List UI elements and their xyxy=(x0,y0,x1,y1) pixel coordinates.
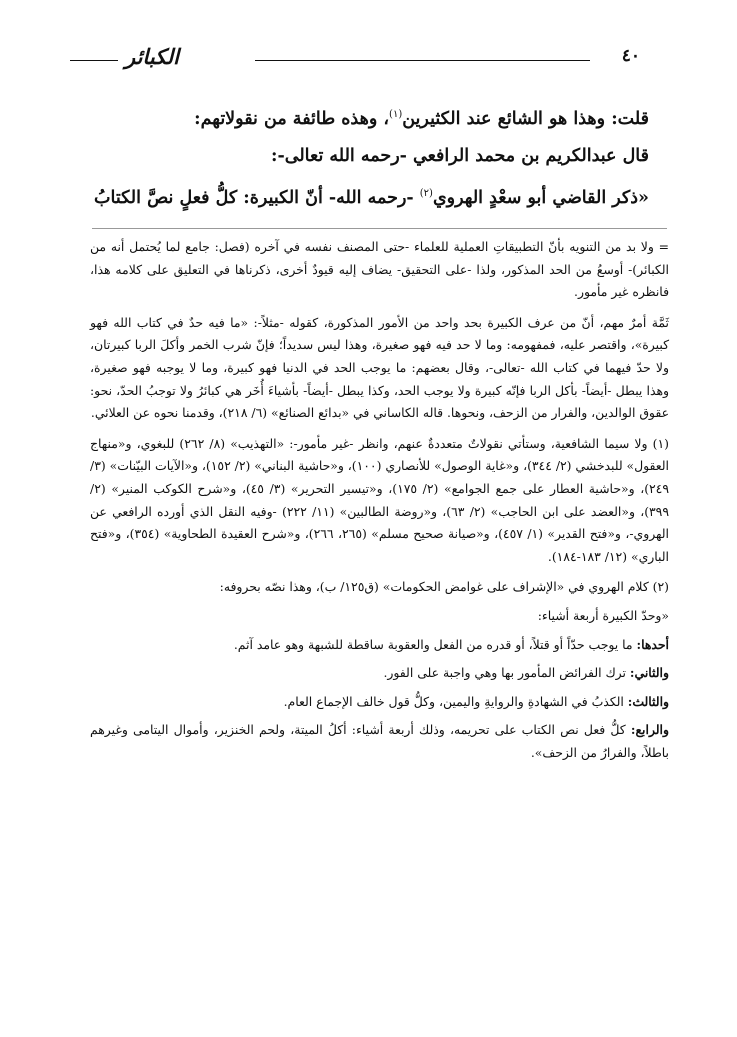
footnote-carryover-2: ثَمَّة أمرٌ مهم، أنّ من عرف الكبيرة بحد واحد من الأمور المذكورة، كقوله -مثلاً-: «ما فيه حدٌ في كتاب الله فهو كبيرة»، واقتصر عليه، فمفهومه: وما لا حد فيه فهو صغيرة، وهذا ليس سديداً؛ فإنّ شرب الخمر وأكلَ الربا كبيرتان، ولا حدّ فيهما في كتاب الله -تعالى-، وقال بعضهم: ما يوجب الحد في الدنيا فهو كبيرة، وما لا يوجبه فهو صغيرة، وهذا يبطل -أيضاً- بأكل الربا فإنّه كبيرة ولا يوجب الحد، وكذا يبطل -أيضاً- بأشياءَ أُخَر هي كبائرُ ولا توجبُ الحدّ، نحو: عقوق الوالدين، والفرار من الزحف، ونحوها. قاله الكاساني في «بدائع الصنائع» (٦/ ٢١٨)، وقدمنا نحوه عن العلائي. xyxy=(90,314,669,421)
header-rule-right xyxy=(255,60,590,61)
footnote-ref-2: (٢) xyxy=(419,187,433,199)
main-text xyxy=(89,96,649,217)
body-line-2: قال عبدالكريم بن محمد الرافعي -رحمه الله تعالى-: xyxy=(271,145,649,166)
footnotes xyxy=(90,236,669,770)
body-line-1: قلت: وهذا هو الشائع عند الكثيرين$^{(١)}$، وهذه طائفة من نقولاتهم: xyxy=(194,108,649,129)
footnote-2-item-4: والرابع: كلُّ فعل نص الكتاب على تحريمه، وذلك أربعة أشياء: أكلُ الميتة، ولحم الخنزير، وأموال اليتامى وغيرهم باطلاً، والفرارُ من الزحف». xyxy=(90,722,669,760)
footnote-1: (١) ولا سيما الشافعية، وستأتي نقولاتٌ متعددةٌ عنهم، وانظر -غير مأمور-: «التهذيب» (٨/ ٢٦٢) للبغوي، و«منهاج العقول» للبدخشي (٢/ ٣٤٤)، و«غاية الوصول» للأنصاري (١٠٠)، و«حاشية البناني» (٢/ ١٥٢)، و«الآيات البيّنات» (٣/ ٢٤٩)، و«حاشية العطار على جمع الجوامع» (٢/ ١٧٥)، و«تيسير التحرير» (٣/ ٤٥)، و«شرح الكوكب المنير» (٢/ ٣٩٩)، و«العضد على ابن الحاجب» (٢/ ٦٣)، و«روضة الطالبين» (١١/ ٢٢٢) -وفيه النقل الذي أورده الرافعي عن الهروي-، و«فتح القدير» (١/ ٤٥٧)، و«صيانة صحيح مسلم» (٢٦٥، ٢٦٦)، و«شرح العقيدة الطحاوية» (٣٥٤)، و«فتح الباري» (١٢/ ١٨٣-١٨٤). xyxy=(90,435,669,564)
footnote-separator xyxy=(92,228,667,229)
footnote-ref-1: (١) xyxy=(389,109,403,120)
footnote-2-item-3: والثالث: الكذبُ في الشهادةِ والروايةِ واليمين، وكلُّ قول خالف الإجماع العام. xyxy=(283,693,669,709)
running-header xyxy=(70,44,640,78)
header-rule-left xyxy=(70,60,118,61)
running-title: الكبائر xyxy=(125,44,179,69)
page-number: ٤٠ xyxy=(621,46,640,66)
footnote-2-intro: (٢) كلام الهروي في «الإشراف على غوامض الحكومات» (ق١٢٥/ ب)، وهذا نصّه بحروفه: xyxy=(219,579,669,595)
footnote-carryover: = ولا بد من التنويه بأنّ التطبيقاتِ العملية للعلماء -حتى المصنف نفسه في آخره (فصل: جامع لما يُحتمل أنه من الكبائر)- أوسعُ من الحد المذكور، ولذا -على التحقيق- يضاف إليه قيودٌ أخرى، ذكرناها في التعليق على كلامه هذا، فانظره غير مأمور. xyxy=(90,239,669,300)
footnote-2-item-1: أحدها: ما يوجب حدّاً أو قتلاً، أو قدره من الفعل والعقوبة ساقطة للشبهة وهو عامد آثم. xyxy=(233,636,669,652)
footnote-2-quote-open: «وحدّ الكبيرة أربعة أشياء: xyxy=(537,607,669,623)
body-line-3: «ذكر القاضي أبو سعْدٍ الهروي$^{(٢)}$ -رحمه الله- أنّ الكبيرة: كلُّ فعلٍ نصَّ الكتابُ xyxy=(94,187,649,208)
footnote-2-item-2: والثاني: ترك الفرائض المأمور بها وهي واجبة على الفور. xyxy=(383,665,669,681)
